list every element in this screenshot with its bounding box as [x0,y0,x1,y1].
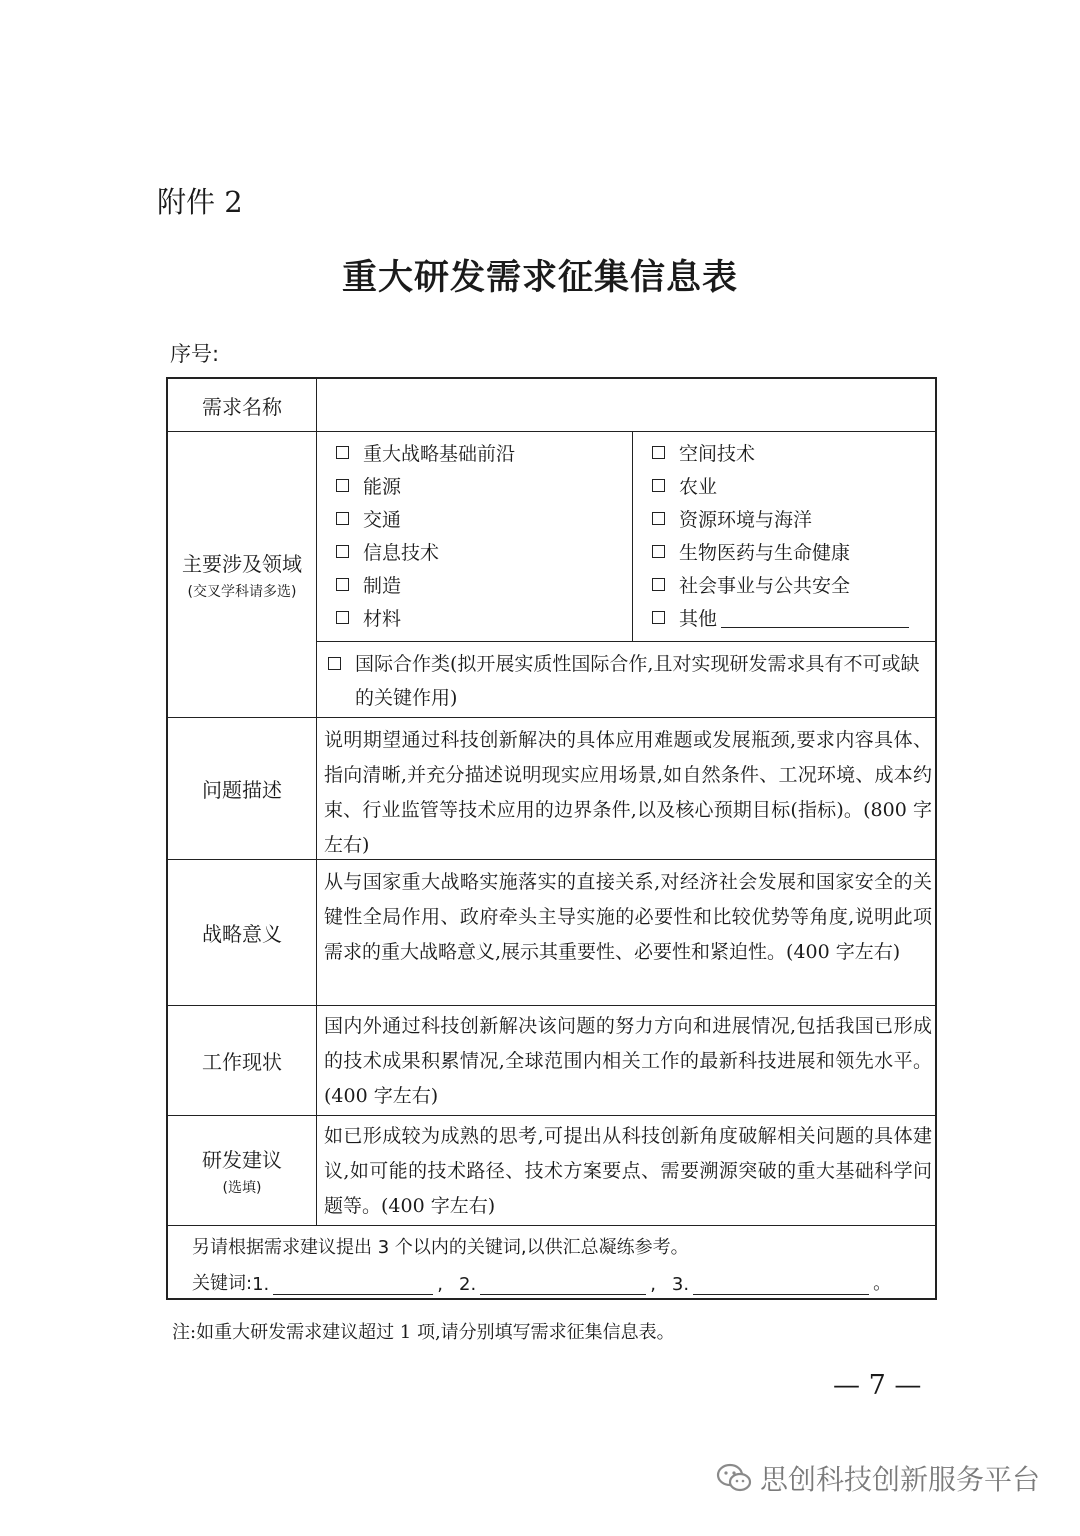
keywords-label: 关键词: [192,1273,253,1294]
separator: , [650,1274,656,1295]
page-title: 重大研发需求征集信息表 [341,257,738,298]
wechat-icon [716,1462,752,1494]
watermark [716,1458,1040,1498]
status-description-text: 国内外通过科技创新解决该问题的努力方向和进展情况,包括我国已形成的技术成果积累情况,全球范围内相关工作的最新科技进展和领先水平。(400 字左右) [324,1015,932,1107]
option-international[interactable]: 国际合作类(拟开展实质性国际合作,且对实现研发需求具有不可或缺的关键作用) [328,647,928,715]
keywords-row [192,1269,891,1295]
checkbox[interactable] [336,512,349,525]
checkbox[interactable] [652,545,665,558]
checkbox[interactable] [652,611,665,624]
option-biomedicine[interactable]: 生物医药与生命健康 [652,538,850,565]
status-label: 工作现状 [202,1049,282,1074]
checkbox[interactable] [652,512,665,525]
row-divider [316,641,935,642]
option-it[interactable]: 信息技术 [336,538,439,565]
option-manufacturing[interactable]: 制造 [336,571,401,598]
keyword-3-field[interactable] [693,1272,869,1295]
field-label: 主要涉及领域 (交叉学科请多选) [182,551,302,600]
checkbox[interactable] [652,479,665,492]
checkbox[interactable] [652,578,665,591]
attachment-label: 附件 2 [157,185,243,219]
option-energy[interactable]: 能源 [336,472,401,499]
other-blank-field[interactable] [721,607,909,628]
page-number: — 7 — [833,1370,922,1401]
keyword-index-1: 1. [252,1274,270,1295]
checkbox[interactable] [328,657,341,670]
separator: , [437,1274,443,1295]
option-materials[interactable]: 材料 [336,604,401,631]
checkbox[interactable] [652,446,665,459]
footnote: 注:如重大研发需求建议超过 1 项,请分别填写需求征集信息表。 [172,1322,675,1343]
checkbox[interactable] [336,446,349,459]
option-space[interactable]: 空间技术 [652,439,755,466]
rd-description-text: 如已形成较为成熟的思考,可提出从科技创新角度破解相关问题的具体建议,如可能的技术路径、技术方案要点、需要溯源突破的重大基础科学问题等。(400 字左右) [324,1125,932,1217]
row-divider [168,1225,935,1226]
column-divider [316,379,317,1225]
keyword-index-2: 2. [459,1274,477,1295]
keyword-2-field[interactable] [480,1272,646,1295]
rd-label: 研发建议 (选填) [202,1147,282,1196]
checkbox[interactable] [336,479,349,492]
option-frontier[interactable]: 重大战略基础前沿 [336,439,515,466]
option-other[interactable]: 其他 [652,604,909,631]
info-form-table [166,377,937,1300]
checkbox[interactable] [336,545,349,558]
demand-name-label: 需求名称 [202,394,282,419]
watermark-text: 思创科技创新服务平台 [759,1463,1040,1496]
column-divider [632,431,633,641]
serial-number-label: 序号: [170,342,220,366]
keywords-note: 另请根据需求建议提出 3 个以内的关键词,以供汇总凝练参考。 [192,1237,689,1258]
option-public-safety[interactable]: 社会事业与公共安全 [652,571,850,598]
checkbox[interactable] [336,611,349,624]
period: 。 [873,1273,892,1294]
option-agriculture[interactable]: 农业 [652,472,717,499]
strategy-description-text: 从与国家重大战略实施落实的直接关系,对经济社会发展和国家安全的关键性全局作用、政府牵头主导实施的必要性和比较优势等角度,说明此项需求的重大战略意义,展示其重要性、必要性和紧迫性。(400 字左右) [324,871,932,963]
demand-name-field[interactable] [318,379,933,431]
keyword-1-field[interactable] [273,1272,433,1295]
strategy-label: 战略意义 [202,921,282,946]
problem-label: 问题描述 [202,777,282,802]
problem-description-text: 说明期望通过科技创新解决的具体应用难题或发展瓶颈,要求内容具体、指向清晰,并充分描述说明现实应用场景,如自然条件、工况环境、成本约束、行业监管等技术应用的边界条件,以及核心预期目标(指标)。(800 字左右) [324,729,932,856]
option-transport[interactable]: 交通 [336,505,401,532]
option-environment[interactable]: 资源环境与海洋 [652,505,812,532]
checkbox[interactable] [336,578,349,591]
keyword-index-3: 3. [671,1274,690,1295]
